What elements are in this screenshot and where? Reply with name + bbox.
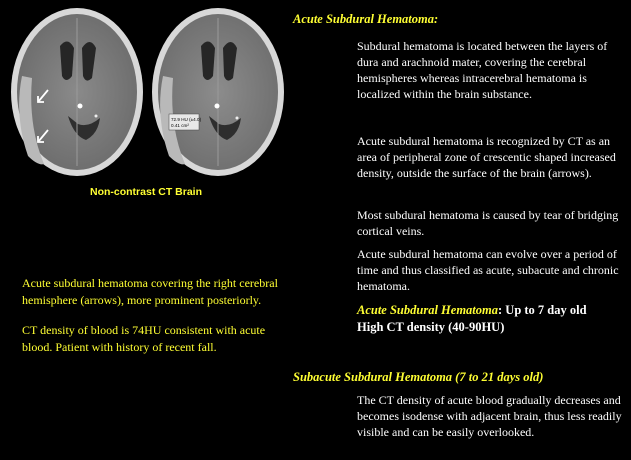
acute-density: High CT density (40-90HU)	[357, 320, 505, 334]
case-note-density: CT density of blood is 74HU consistent with acute blood. Patient with history of recent fall.	[22, 323, 266, 354]
paragraph-evolution: Acute subdural hematoma can evolve over a period of time and thus classified as acute, subacute and chronic hematoma.	[357, 247, 619, 293]
acute-summary	[357, 302, 627, 336]
section-title-acute: Acute Subdural Hematoma:	[293, 12, 439, 26]
ct-image-right	[149, 6, 287, 178]
section-title-subacute: Subacute Subdural Hematoma (7 to 21 days old)	[293, 370, 544, 384]
acute-age: : Up to 7 day old	[498, 303, 587, 317]
paragraph-ct-appearance: Acute subdural hematoma is recognized by CT as an area of peripheral zone of crescentic shaped increased density, outside the surface of the brain (arrows).	[357, 134, 616, 180]
case-note	[22, 275, 284, 369]
case-note-finding: Acute subdural hematoma covering the right cerebral hemisphere (arrows), more prominent posteriorly.	[22, 276, 278, 307]
measurement-area: 0.41 cm²	[171, 123, 189, 128]
ct-image-left	[8, 6, 146, 178]
ct-scan-graphic-measured	[149, 6, 287, 178]
paragraph-definition: Subdural hematoma is located between the layers of dura and arachnoid mater, covering the cerebral hemispheres whereas intracerebral hematoma is localized within the brain substance.	[357, 39, 608, 101]
paragraph-subacute: The CT density of acute blood gradually decreases and becomes isodense with adjacent brain, thus less readily visible and can be easily overlooked.	[357, 393, 622, 439]
paragraph-cause: Most subdural hematoma is caused by tear of bridging cortical veins.	[357, 208, 619, 238]
measurement-value: 72.9 HU (±4.0)	[171, 117, 202, 122]
image-caption: Non-contrast CT Brain	[89, 186, 202, 198]
acute-label: Acute Subdural Hematoma	[357, 303, 498, 317]
ct-scan-graphic	[8, 6, 146, 178]
